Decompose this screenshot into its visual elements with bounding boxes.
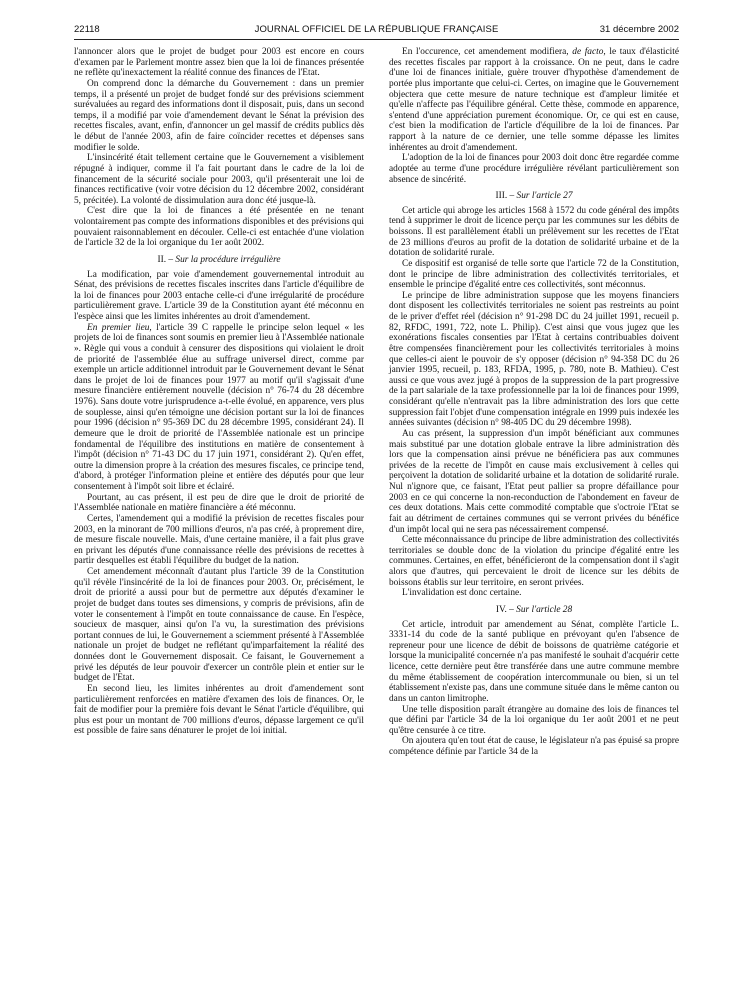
- paragraph: L'invalidation est donc certaine.: [402, 588, 522, 599]
- left-column: [74, 47, 364, 737]
- paragraph: Cet article, introduit par amendement au Sénat, complète l'article L. 3331-14 du code de la santé publique en prévoyant qu'en l'absence de repreneur pour une licence de débit de boissons de quatrième catégorie et lorsque la municipalité concernée n'a pas manifesté le souhait d'acquérir cette licence, cette dernière peut être transférée dans une autre commune membre du même établissement de coopération intercommunale ou bien, si un tel établissement n'existe pas, dans une commune située dans le même canton ou dans un canton limitrophe.: [389, 619, 679, 704]
- journal-title: JOURNAL OFFICIEL DE LA RÉPUBLIQUE FRANÇAISE: [254, 24, 499, 35]
- paragraph: Cet amendement méconnaît d'autant plus l'article 39 de la Constitution qu'il révèle l'insincérité de la loi de finances pour 2003. Or, précisément, le droit de priorité a aussi pour but de permettre aux députés d'examiner le projet de budget dans toutes ses dimensions, y compris de prévisions, afin de voter le consentement à l'impôt en toute connaissance de cause. En l'espèce, soucieux de masquer, ainsi qu'on l'a vu, la surestimation des prévisions portant connues de lui, le Gouvernement a sciemment présenté à l'Assemblée nationale un projet de budget ne reflétant qu'imparfaitement la réalité des données dont le Gouvernement disposait. Ce faisant, le Gouvernement a privé les députés de leur pouvoir d'exercer un contrôle plein et entier sur le budget de l'Etat.: [74, 567, 364, 684]
- paragraph: Le principe de libre administration suppose que les moyens financiers dont disposent les collectivités territoriales ne soient pas restreints au point de le priver d'effet réel (décision n° 91-298 DC du 24 juillet 1991, recueil p. 82, RFDC, 1991, 722, note L. Philip). C'est ainsi que vous jugez que les exonérations fiscales consenties par l'Etat à certains contribuables doivent être compensées financièrement pour les collectivités territoriales à moins que celles-ci aient le pouvoir de s'y opposer (décision n° 94-358 DC du 26 janvier 1995, recueil, p. 183, RFDA, 1995, p. 780, note B. Mathieu). C'est aussi ce que vous avez jugé à propos de la suppression de la part progressive de la part salariale de la taxe professionnelle par la loi de finances pour 1999, considérant qu'elle n'entravait pas la libre administration des lors que cette suppression fait l'objet d'une compensation intégrale en 1999 puis indexée les années suivantes (décision n° 98-405 DC du 29 décembre 1998).: [389, 290, 679, 429]
- paragraph: La modification, par voie d'amendement gouvernemental introduit au Sénat, des prévisions de recettes fiscales inscrites dans l'article d'équilibre de la loi de finances pour 2003 entache celle-ci d'une irrégularité de procédure particulièrement grave. L'article 39 de la Constitution ayant été méconnu en l'espèce ainsi que les limites inhérentes au droit d'amendement.: [74, 269, 364, 322]
- page-header: [74, 24, 679, 38]
- paragraph: L'adoption de la loi de finances pour 2003 doit donc être regardée comme adoptée au terme d'une procédure irrégulière révélant particulièrement son absence de sincérité.: [389, 153, 679, 185]
- paragraph: Ce dispositif est organisé de telle sorte que l'article 72 de la Constitution, dont le principe de libre administration des collectivités territoriales, et ensemble le principe d'égalité entre ces collectivités, sont méconnus.: [389, 258, 679, 291]
- paragraph: En second lieu, les limites inhérentes au droit d'amendement sont particulièrement renforcées en matière d'examen des lois de finances. Or, le fait de modifier pour la première fois devant le Sénat l'article d'équilibre, qui plus est pour un montant de 700 millions d'euros, dépasse largement ce qu'il est possible de faire sans dénaturer le projet de loi initial.: [74, 683, 364, 737]
- section-heading: III. – Sur l'article 27: [495, 191, 573, 202]
- paragraph: Une telle disposition paraît étrangère au domaine des lois de finances tel que défini par l'article 34 de la loi organique du 1er août 2001 et ne peut qu'être censurée à ce titre.: [389, 704, 679, 736]
- header-rule: [74, 39, 679, 40]
- paragraph: L'insincérité était tellement certaine que le Gouvernement a visiblement répugné à indiquer, comme il l'a fait pourtant dans le cadre de la loi de financement de la sécurité sociale pour 2003, qu'il présenterait une loi de finances rectificative (voir votre décision du 12 décembre 2002, considérant 5, précitée). La volonté de dissimulation aura donc été jusque-là.: [74, 153, 364, 206]
- paragraph: On comprend donc la démarche du Gouvernement : dans un premier temps, il a présenté un projet de budget fondé sur des prévisions sciemment surévaluées au regard des informations dont il disposait, puis, dans un second temps, il a modifié par voie d'amendement devant le Sénat la prévision des recettes fiscales, avant, enfin, d'annoncer un gel massif de crédits publics dès le début de l'année 2003, afin de faire coïncider recettes et dépenses sans modifier le solde.: [74, 78, 364, 153]
- paragraph: On ajoutera qu'en tout état de cause, le législateur n'a pas épuisé sa propre compétence définie par l'article 34 de la: [389, 736, 679, 757]
- paragraph: En l'occurence, cet amendement modifiera, de facto, le taux d'élasticité des recettes fiscales par rapport à la croissance. On ne peut, dans le cadre d'une loi de finances initiale, guère trouver d'hypothèse d'amendement de portée plus importante que celui-ci. Certes, on imagine que le Gouvernement objectera que cette mesure de nature technique est d'ampleur limitée et qu'elle n'affecte pas l'équilibre général. Cette thèse, commode en apparence, s'entend d'une appréciation purement économique. Or, ce qui est en cause, c'est bien la modification de l'article d'équilibre de la loi de finances. Par rapport à la nature de ce dernier, une telle somme dépasse les limites inhérentes au droit d'amendement.: [389, 47, 680, 153]
- paragraph: Cet article qui abroge les articles 1568 à 1572 du code général des impôts tend à supprimer le droit de licence perçu par les communes sur les débits de boissons. Il est parallèlement établi un prélèvement sur les recettes de l'Etat de 23 millions d'euros au profit de la dotation de solidarité urbaine et de la dotation de solidarité rurale.: [389, 205, 679, 259]
- paragraph: l'annoncer alors que le projet de budget pour 2003 est encore en cours d'examen par le Parlement montre assez bien que la loi de finances présentée ne reflète qu'inexactement la réalité connue des finances de l'Etat.: [74, 47, 364, 79]
- right-column: [389, 47, 679, 758]
- paragraph: En premier lieu, l'article 39 C rappelle le principe selon lequel « les projets de loi de finances sont soumis en premier lieu à l'Assemblée nationale ». Règle qui vous a conduit à censurer des dispositions qui violaient le droit de priorité de l'assemblée élue au suffrage universel direct, comme par exemple un article additionnel introduit par le Gouvernement devant le Sénat dans le projet de loi de finances pour 1977 au motif qu'il s'agissait d'une mesure financière entièrement nouvelle (décision n° 76-74 du 28 décembre 1976). Sans doute votre jurisprudence a-t-elle évolué, en apparence, vers plus de souplesse, ainsi qu'en témoigne une décision portant sur la loi de finances pour 1996 (décision n° 95-369 DC du 28 décembre 1995, considérant 24). Il demeure que le droit de priorité de l'Assemblée nationale est un principe fondamental de l'équilibre des institutions en matière de consentement à l'impôt (décision n° 71-43 DC du 17 juin 1971, considérant 2). Qu'en effet, outre la dimension propre à la création des mesures fiscales, ce principe tend, d'abord, à protéger l'information pleine et entière des députés pour que leur consentement à l'impôt soit libre et éclairé.: [74, 322, 364, 492]
- paragraph: C'est dire que la loi de finances a été présentée en ne tenant volontairement pas compte des informations disponibles et des prévisions qui pouvaient raisonnablement en découler. Celle-ci est entachée d'une violation de l'article 32 de la loi organique du 1er août 2002.: [74, 206, 364, 249]
- section-heading: IV. – Sur l'article 28: [495, 604, 573, 615]
- paragraph: Au cas présent, la suppression d'un impôt bénéficiant aux communes mais substitué par une dotation globale entrave la libre administration dès lors que la compensation ainsi prévue ne bénéficiera pas aux communes privées de la recette de l'impôt en cause mais exclusivement à celles qui perçoivent la dotation de solidarité urbaine et la dotation de solidarité rurale. Nul n'ignore que, ce faisant, l'Etat peut pallier sa propre défaillance pour 2003 en ce qui concerne la non-reconduction de l'abondement en faveur de ces deux dotations. Mais cette commodité comptable que s'octroie l'Etat se fait au détriment de certaines communes qui se verront privées du bénéfice d'un impôt local qui ne sera pas nécessairement compensé.: [389, 428, 679, 535]
- issue-date: 31 décembre 2002: [599, 24, 679, 35]
- section-heading: II. – Sur la procédure irrégulière: [157, 254, 281, 265]
- page-number: 22118: [74, 24, 100, 35]
- paragraph: Certes, l'amendement qui a modifié la prévision de recettes fiscales pour 2003, en la minorant de 700 millions d'euros, n'a pas créé, à proprement dire, de mesure fiscale nouvelle. Mais, d'une certaine manière, il a fait plus grave en privant les députés d'une connaissance réelle des prévisions de recettes à partir desquelles est établi l'équilibre du budget de la nation.: [74, 513, 364, 567]
- paragraph: Pourtant, au cas présent, il est peu de dire que le droit de priorité de l'Assemblée nationale en matière financière a été méconnu.: [74, 492, 364, 514]
- paragraph: Cette méconnaissance du principe de libre administration des collectivités territoriales se double donc de la violation du principe d'égalité entre les communes. Certaines, en effet, bénéficieront de la compensation dont il s'agit alors que d'autres, qui percevaient le droit de licence sur les débits de boissons établis sur leur territoire, en seront privées.: [389, 535, 679, 588]
